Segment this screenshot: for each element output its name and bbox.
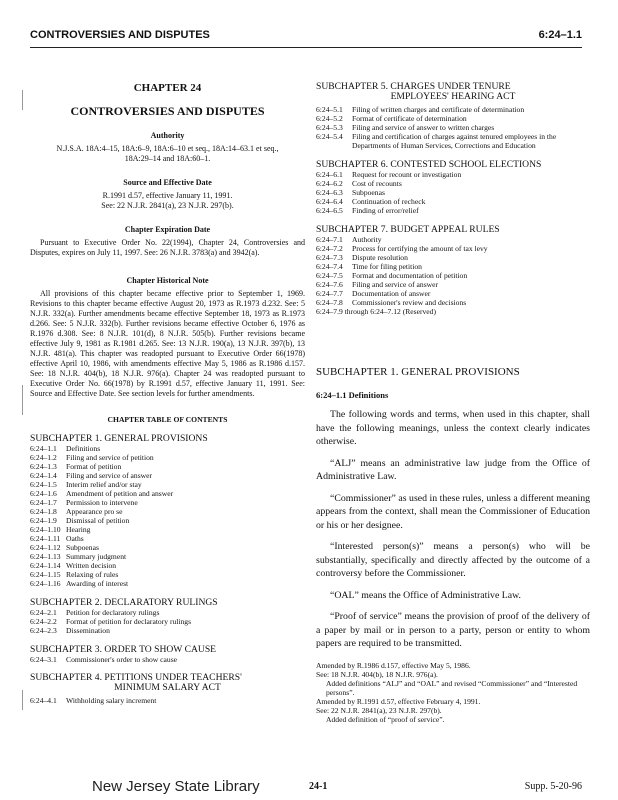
expiration-heading: Chapter Expiration Date — [124, 225, 211, 234]
amendment-note-line: Amended by R.1991 d.57, effective February 4, 1991. — [316, 696, 481, 706]
toc-sub5-title-line2: EMPLOYEES' HEARING ACT — [390, 91, 516, 102]
scan-mark — [22, 690, 23, 710]
toc-item-title: Withholding salary increment — [66, 696, 157, 705]
toc-item-number: 6:24–6.1 — [316, 170, 343, 179]
toc-item-number: 6:24–7.6 — [316, 280, 343, 289]
toc-item-number: 6:24–2.3 — [30, 626, 57, 635]
toc-item-number: 6:24–6.5 — [316, 206, 343, 215]
toc-item-number: 6:24–5.1 — [316, 105, 343, 114]
toc-item — [316, 170, 590, 179]
scan-mark — [22, 90, 23, 110]
source-line-2: See: 22 N.J.R. 2841(a), 23 N.J.R. 297(b). — [101, 201, 234, 210]
toc-item — [30, 525, 305, 534]
toc-item-title: Filing and certification of charges against tenured employees in the Departments of Human Services, Corrections and Education — [352, 132, 557, 150]
toc-item — [30, 462, 305, 471]
toc-sub5-title — [316, 82, 590, 102]
toc-item-title: Documentation of answer — [352, 289, 431, 298]
toc-sub7-reserved: 6:24–7.9 through 6:24–7.12 (Reserved) — [316, 307, 437, 316]
toc-sub4-title — [30, 673, 305, 693]
toc-item — [316, 253, 590, 262]
source-heading: Source and Effective Date — [123, 178, 212, 187]
toc-item — [30, 507, 305, 516]
running-header — [30, 29, 582, 48]
toc-sub4-list — [30, 696, 305, 705]
toc-item-number: 6:24–7.8 — [316, 298, 343, 307]
toc-item — [316, 123, 590, 132]
toc-item-number: 6:24–7.5 — [316, 271, 343, 280]
toc-item-number: 6:24–1.6 — [30, 489, 57, 498]
toc-item — [316, 271, 590, 280]
toc-sub5-list — [316, 105, 590, 150]
toc-item-title: Subpoenas — [352, 188, 385, 197]
source-line-1: R.1991 d.57, effective January 11, 1991. — [102, 191, 233, 200]
toc-sub3-title: SUBCHAPTER 3. ORDER TO SHOW CAUSE — [30, 644, 217, 655]
toc-sub7-list — [316, 235, 590, 307]
toc-item-number: 6:24–1.10 — [30, 525, 61, 534]
amendment-note-line: Added definitions “ALJ” and “OAL” and revised “Commissioner” and “Interested persons”. — [326, 678, 578, 697]
scan-mark — [22, 385, 23, 415]
toc-item-title: Written decision — [66, 561, 117, 570]
toc-item-number: 6:24–1.15 — [30, 570, 61, 579]
amendment-notes — [316, 661, 590, 724]
history-heading: Chapter Historical Note — [126, 276, 209, 285]
expiration-text: Pursuant to Executive Order No. 22(1994), Chapter 24, Controversies and Disputes, expires on July 11, 1997. See: 26 N.J.R. 3783(a) and 3942(a). — [30, 238, 305, 257]
toc-item — [316, 188, 590, 197]
toc-heading: CHAPTER TABLE OF CONTENTS — [107, 415, 228, 424]
toc-sub7-title: SUBCHAPTER 7. BUDGET APPEAL RULES — [316, 224, 500, 235]
toc-item — [316, 235, 590, 244]
toc-item-title: Dispute resolution — [352, 253, 408, 262]
definitions-body — [316, 408, 590, 651]
toc-item-number: 6:24–1.14 — [30, 561, 61, 570]
toc-item — [30, 579, 305, 588]
toc-item-number: 6:24–7.1 — [316, 235, 343, 244]
toc-item-number: 6:24–6.3 — [316, 188, 343, 197]
toc-item-title: Hearing — [66, 525, 91, 534]
page-footer — [92, 778, 582, 796]
toc-item-number: 6:24–1.7 — [30, 498, 57, 507]
toc-item — [30, 489, 305, 498]
amendment-note-line: See: 18 N.J.R. 404(b), 18 N.J.R. 976(a). — [316, 669, 438, 679]
toc-item-number: 6:24–1.9 — [30, 516, 57, 525]
toc-item-title: Relaxing of rules — [66, 570, 119, 579]
toc-item-title: Petition for declaratory rulings — [66, 608, 160, 617]
toc-item-number: 6:24–6.2 — [316, 179, 343, 188]
header-section-number: 6:24–1.1 — [538, 29, 582, 41]
toc-item-number: 6:24–5.4 — [316, 132, 343, 141]
toc-item — [30, 453, 305, 462]
left-column — [30, 82, 305, 705]
toc-item-number: 6:24–5.2 — [316, 114, 343, 123]
toc-item-number: 6:24–2.1 — [30, 608, 57, 617]
body-subchapter-title: SUBCHAPTER 1. GENERAL PROVISIONS — [316, 366, 520, 378]
toc-item-title: Format of petition for declaratory rulings — [66, 617, 192, 626]
toc-item — [30, 655, 305, 664]
toc-item — [30, 444, 305, 453]
definitions-heading: 6:24–1.1 Definitions — [316, 390, 389, 400]
toc-sub3-list — [30, 655, 305, 664]
toc-item-number: 6:24–1.4 — [30, 471, 57, 480]
toc-item-title: Amendment of petition and answer — [66, 489, 174, 498]
toc-item-number: 6:24–1.11 — [30, 534, 61, 543]
toc-item-number: 6:24–5.3 — [316, 123, 343, 132]
authority-heading: Authority — [150, 131, 185, 140]
toc-item — [30, 570, 305, 579]
toc-item-title: Appearance pro se — [66, 507, 123, 516]
toc-item — [30, 696, 305, 705]
toc-item-title: Awarding of interest — [66, 579, 129, 588]
toc-item — [30, 471, 305, 480]
toc-item-title: Format of petition — [66, 462, 122, 471]
toc-item — [316, 206, 590, 215]
toc-item-number: 6:24–3.1 — [30, 655, 57, 664]
toc-item-title: Authority — [352, 235, 382, 244]
toc-sub6-list — [316, 170, 590, 215]
definition-paragraph: “ALJ” means an administrative law judge from the Office of Administrative Law. — [316, 457, 590, 482]
toc-item-title: Oaths — [66, 534, 84, 543]
toc-sub2-list — [30, 608, 305, 635]
toc-item-title: Format and documentation of petition — [352, 271, 468, 280]
toc-item-number: 6:24–7.2 — [316, 244, 343, 253]
supplement-date: Supp. 5-20-96 — [524, 781, 582, 792]
toc-item-title: Dismissal of petition — [66, 516, 130, 525]
toc-item — [30, 534, 305, 543]
toc-item-title: Commissioner's order to show cause — [66, 655, 178, 664]
toc-item-number: 6:24–1.12 — [30, 543, 61, 552]
toc-item — [30, 516, 305, 525]
definition-paragraph: The following words and terms, when used in this chapter, shall have the following meanings, unless the context clearly indicates otherwise. — [316, 409, 590, 447]
toc-item-title: Dissemination — [66, 626, 110, 635]
toc-item-title: Finding of error/relief — [352, 206, 419, 215]
toc-item-title: Interim relief and/or stay — [66, 480, 142, 489]
toc-item-number: 6:24–7.3 — [316, 253, 343, 262]
toc-item-number: 6:24–6.4 — [316, 197, 343, 206]
toc-item — [316, 105, 590, 114]
toc-item-number: 6:24–7.7 — [316, 289, 343, 298]
toc-sub4-title-line1: SUBCHAPTER 4. PETITIONS UNDER TEACHERS' — [30, 672, 242, 683]
toc-item — [30, 480, 305, 489]
amendment-note-line: Added definition of “proof of service”. — [326, 714, 445, 724]
toc-item-title: Filing and service of answer to written charges — [352, 123, 495, 132]
toc-item — [316, 132, 590, 150]
toc-item — [316, 262, 590, 271]
toc-item-title: Commissioner's review and decisions — [352, 298, 467, 307]
toc-item-title: Summary judgment — [66, 552, 127, 561]
toc-item-number: 6:24–1.8 — [30, 507, 57, 516]
toc-item — [30, 543, 305, 552]
toc-item-number: 6:24–1.1 — [30, 444, 57, 453]
toc-sub1-title: SUBCHAPTER 1. GENERAL PROVISIONS — [30, 433, 208, 444]
toc-item — [30, 617, 305, 626]
toc-item — [316, 289, 590, 298]
toc-item-title: Filing of written charges and certificate of determination — [352, 105, 525, 114]
chapter-number: CHAPTER 24 — [133, 82, 202, 94]
toc-item — [316, 114, 590, 123]
toc-sub1-list — [30, 444, 305, 588]
toc-sub2-title: SUBCHAPTER 2. DECLARATORY RULINGS — [30, 597, 218, 608]
toc-item-number: 6:24–1.5 — [30, 480, 57, 489]
history-text: All provisions of this chapter became effective prior to September 1, 1969. Revisions to this chapter became effective August 20, 1973 as R.1973 d.232. See: 5 N.J.R. 332(a). Further amendments became effective September 18, 1973 as R.1973 d.266. See: 5 N.J.R. 332(b). Further revisions became effective October 6, 1976 as R.1976 d.308. See: 8 N.J.R. 101(d), 8 N.J.R. 505(b). Further revisions became effective July 9, 1981 as R.1981 d.265. See: 13 N.J.R. 190(a), 13 N.J.R. 397(b), 13 N.J.R. 481(a). This chapter was readopted pursuant to Executive Order 66(1978) effective April 10, 1986, with amendments effective May 5, 1986 as R.1986 d.157. See: 18 N.J.R. 404(b), 18 N.J.R. 976(a). Chapter 24 was readopted pursuant to Executive Order No. 66(1978) by R.1991 d.57, effective January 11, 1991. See: Source and Effective Date. See section levels for further amendments. — [30, 289, 305, 398]
toc-item-title: Time for filing petition — [352, 262, 422, 271]
toc-sub6-title: SUBCHAPTER 6. CONTESTED SCHOOL ELECTIONS — [316, 159, 542, 170]
definition-paragraph: “Commissioner” as used in these rules, unless a different meaning appears from the context, shall mean the Commissioner of Education or his or her designee. — [316, 492, 590, 531]
authority-text: N.J.S.A. 18A:4–15, 18A:6–9, 18A:6–10 et seq., 18A:14–63.1 et seq., 18A:29–14 and 18A:60–1. — [56, 144, 279, 163]
toc-item — [30, 561, 305, 570]
toc-item-number: 6:24–1.13 — [30, 552, 61, 561]
toc-item — [30, 552, 305, 561]
definition-paragraph: “Interested person(s)” means a person(s) who will be substantially, specifically and directly affected by the outcome of a controversy before the Commissioner. — [316, 541, 590, 579]
toc-item — [316, 244, 590, 253]
toc-item-number: 6:24–1.3 — [30, 462, 57, 471]
toc-sub5-title-line1: SUBCHAPTER 5. CHARGES UNDER TENURE — [316, 81, 511, 92]
amendment-note-line: See: 22 N.J.R. 2841(a), 23 N.J.R. 297(b). — [316, 705, 442, 715]
toc-item-number: 6:24–2.2 — [30, 617, 57, 626]
toc-item-title: Filing and service of answer — [352, 280, 439, 289]
toc-item-title: Subpoenas — [66, 543, 99, 552]
amendment-note-line: Amended by R.1986 d.157, effective May 5, 1986. — [316, 660, 471, 670]
toc-item-title: Filing and service of petition — [66, 453, 154, 462]
toc-item-number: 6:24–1.2 — [30, 453, 57, 462]
toc-item-title: Continuation of recheck — [352, 197, 426, 206]
toc-item-title: Request for recount or investigation — [352, 170, 462, 179]
toc-item — [30, 498, 305, 507]
toc-item-number: 6:24–7.4 — [316, 262, 343, 271]
toc-item-title: Permission to intervene — [66, 498, 138, 507]
toc-item-title: Filing and service of answer — [66, 471, 153, 480]
header-title: CONTROVERSIES AND DISPUTES — [30, 29, 210, 41]
toc-item-title: Definitions — [66, 444, 101, 453]
toc-item — [316, 179, 590, 188]
toc-item — [30, 608, 305, 617]
toc-sub4-title-line2: MINIMUM SALARY ACT — [114, 682, 221, 693]
page-number: 24-1 — [309, 781, 328, 792]
toc-item-title: Cost of recounts — [352, 179, 402, 188]
toc-item-number: 6:24–1.16 — [30, 579, 61, 588]
definition-paragraph: “Proof of service” means the provision of proof of the delivery of a paper by mail or in person to a party, person or entity to whom papers are required to be transmitted. — [316, 611, 590, 649]
toc-item — [316, 280, 590, 289]
library-watermark: New Jersey State Library — [92, 778, 260, 795]
toc-item-number: 6:24–4.1 — [30, 696, 57, 705]
toc-item-title: Format of certificate of determination — [352, 114, 467, 123]
toc-item — [316, 197, 590, 206]
toc-item — [316, 298, 590, 307]
toc-item-title: Process for certifying the amount of tax levy — [352, 244, 488, 253]
right-column — [316, 82, 590, 724]
chapter-title: CONTROVERSIES AND DISPUTES — [70, 104, 265, 118]
definition-paragraph: “OAL” means the Office of Administrative Law. — [330, 589, 521, 601]
toc-item — [30, 626, 305, 635]
